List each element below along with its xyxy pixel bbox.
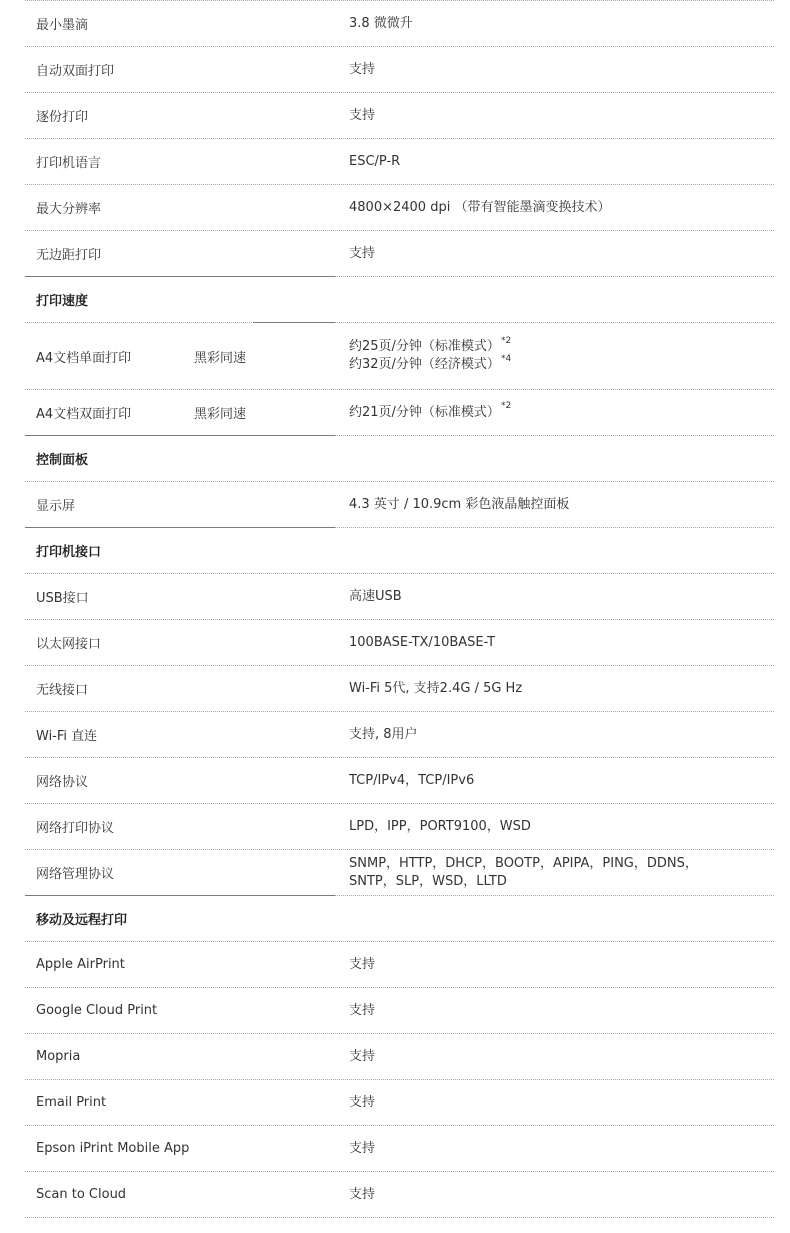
spec-value: 3.8 微微升 bbox=[349, 15, 413, 31]
spec-label: Google Cloud Print bbox=[36, 1003, 158, 1018]
spec-value: 支持 bbox=[349, 107, 376, 123]
spec-value-line bbox=[349, 335, 734, 356]
spec-label: 自动双面打印 bbox=[36, 64, 115, 79]
spec-value-line bbox=[349, 401, 734, 422]
spec-label: Mopria bbox=[36, 1049, 81, 1064]
spec-label: Scan to Cloud bbox=[36, 1187, 127, 1202]
spec-label: 以太网接口 bbox=[36, 637, 102, 652]
spec-label: A4文档双面打印 bbox=[36, 407, 132, 422]
section-header-print-speed bbox=[25, 277, 774, 323]
spec-value: 支持 bbox=[349, 61, 376, 77]
spec-label: 无边距打印 bbox=[36, 248, 102, 263]
spec-value: 支持 bbox=[349, 956, 376, 972]
section-title: 移动及远程打印 bbox=[36, 913, 128, 928]
spec-label: 显示屏 bbox=[36, 499, 76, 514]
spec-row-borderless bbox=[25, 231, 774, 277]
spec-label: Apple AirPrint bbox=[36, 957, 125, 972]
spec-row-simplex-speed bbox=[25, 323, 774, 390]
spec-value: 支持 bbox=[349, 1048, 376, 1064]
section-header-control-panel bbox=[25, 436, 774, 482]
spec-value-line bbox=[349, 353, 734, 374]
spec-label: 网络打印协议 bbox=[36, 821, 115, 836]
spec-row-max-resolution bbox=[25, 185, 774, 231]
spec-value: 100BASE-TX/10BASE-T bbox=[349, 634, 496, 650]
spec-value: 支持 bbox=[349, 1186, 376, 1202]
spec-row-epson-iprint bbox=[25, 1126, 774, 1172]
spec-row-duplex-speed bbox=[25, 390, 774, 436]
spec-label: Epson iPrint Mobile App bbox=[36, 1141, 190, 1156]
spec-value: 支持 bbox=[349, 1140, 376, 1156]
spec-row-email-print bbox=[25, 1080, 774, 1126]
spec-value: 高速USB bbox=[349, 588, 402, 604]
spec-value: 支持 bbox=[349, 1094, 376, 1110]
spec-row-network-print-protocol bbox=[25, 804, 774, 850]
spec-row-ethernet bbox=[25, 620, 774, 666]
spec-label: A4文档单面打印 bbox=[36, 350, 132, 366]
footnote-marker: *2 bbox=[500, 335, 512, 346]
spec-value: 支持, 8用户 bbox=[349, 726, 418, 742]
spec-label: 最小墨滴 bbox=[36, 18, 89, 33]
spec-sublabel: 黑彩同速 bbox=[194, 350, 247, 366]
spec-label: 无线接口 bbox=[36, 683, 89, 698]
spec-label: Email Print bbox=[36, 1095, 107, 1110]
spec-row-display bbox=[25, 482, 774, 528]
spec-label: USB接口 bbox=[36, 591, 89, 606]
section-header-printer-interface bbox=[25, 528, 774, 574]
spec-row-airprint bbox=[25, 942, 774, 988]
spec-value: Wi-Fi 5代, 支持2.4G / 5G Hz bbox=[349, 680, 523, 696]
spec-row-min-droplet bbox=[25, 1, 774, 47]
spec-value: 4.3 英寸 / 10.9cm 彩色液晶触控面板 bbox=[349, 496, 570, 512]
spec-value: 支持 bbox=[349, 1002, 376, 1018]
footnote-marker: *4 bbox=[500, 353, 512, 364]
spec-row-usb bbox=[25, 574, 774, 620]
section-title: 打印速度 bbox=[36, 294, 89, 309]
spec-label: Wi-Fi 直连 bbox=[36, 729, 98, 744]
spec-row-scan-to-cloud bbox=[25, 1172, 774, 1218]
spec-value: 4800×2400 dpi （带有智能墨滴变换技术） bbox=[349, 199, 611, 215]
spec-label: 打印机语言 bbox=[36, 156, 102, 171]
spec-label: 网络管理协议 bbox=[36, 867, 115, 882]
spec-label: 最大分辨率 bbox=[36, 202, 102, 217]
spec-row-auto-duplex bbox=[25, 47, 774, 93]
spec-row-google-cloud-print bbox=[25, 988, 774, 1034]
spec-row-collate bbox=[25, 93, 774, 139]
spec-label: 逐份打印 bbox=[36, 110, 89, 125]
spec-row-mopria bbox=[25, 1034, 774, 1080]
spec-row-network-protocol bbox=[25, 758, 774, 804]
section-title: 打印机接口 bbox=[36, 545, 102, 560]
spec-label: 网络协议 bbox=[36, 775, 89, 790]
spec-value: ESC/P-R bbox=[349, 153, 401, 169]
section-title: 控制面板 bbox=[36, 453, 89, 468]
spec-value: LPD，IPP，PORT9100，WSD bbox=[349, 818, 531, 834]
spec-table bbox=[25, 0, 774, 1218]
spec-sublabel: 黑彩同速 bbox=[194, 407, 247, 422]
spec-row-printer-language bbox=[25, 139, 774, 185]
spec-value: 约32页/分钟（经济模式） bbox=[349, 357, 500, 372]
spec-value: 约25页/分钟（标准模式） bbox=[349, 339, 500, 354]
footnote-marker: *2 bbox=[500, 401, 512, 412]
spec-value: 支持 bbox=[349, 245, 376, 261]
spec-value: TCP/IPv4，TCP/IPv6 bbox=[349, 772, 475, 788]
spec-row-network-management-protocol bbox=[25, 850, 774, 896]
spec-row-wireless bbox=[25, 666, 774, 712]
section-header-mobile-printing bbox=[25, 896, 774, 942]
spec-row-wifi-direct bbox=[25, 712, 774, 758]
spec-value: 约21页/分钟（标准模式） bbox=[349, 404, 500, 420]
spec-value: SNMP，HTTP，DHCP，BOOTP，APIPA，PING，DDNS，SNTP，SLP，WSD，LLTD bbox=[349, 855, 698, 889]
